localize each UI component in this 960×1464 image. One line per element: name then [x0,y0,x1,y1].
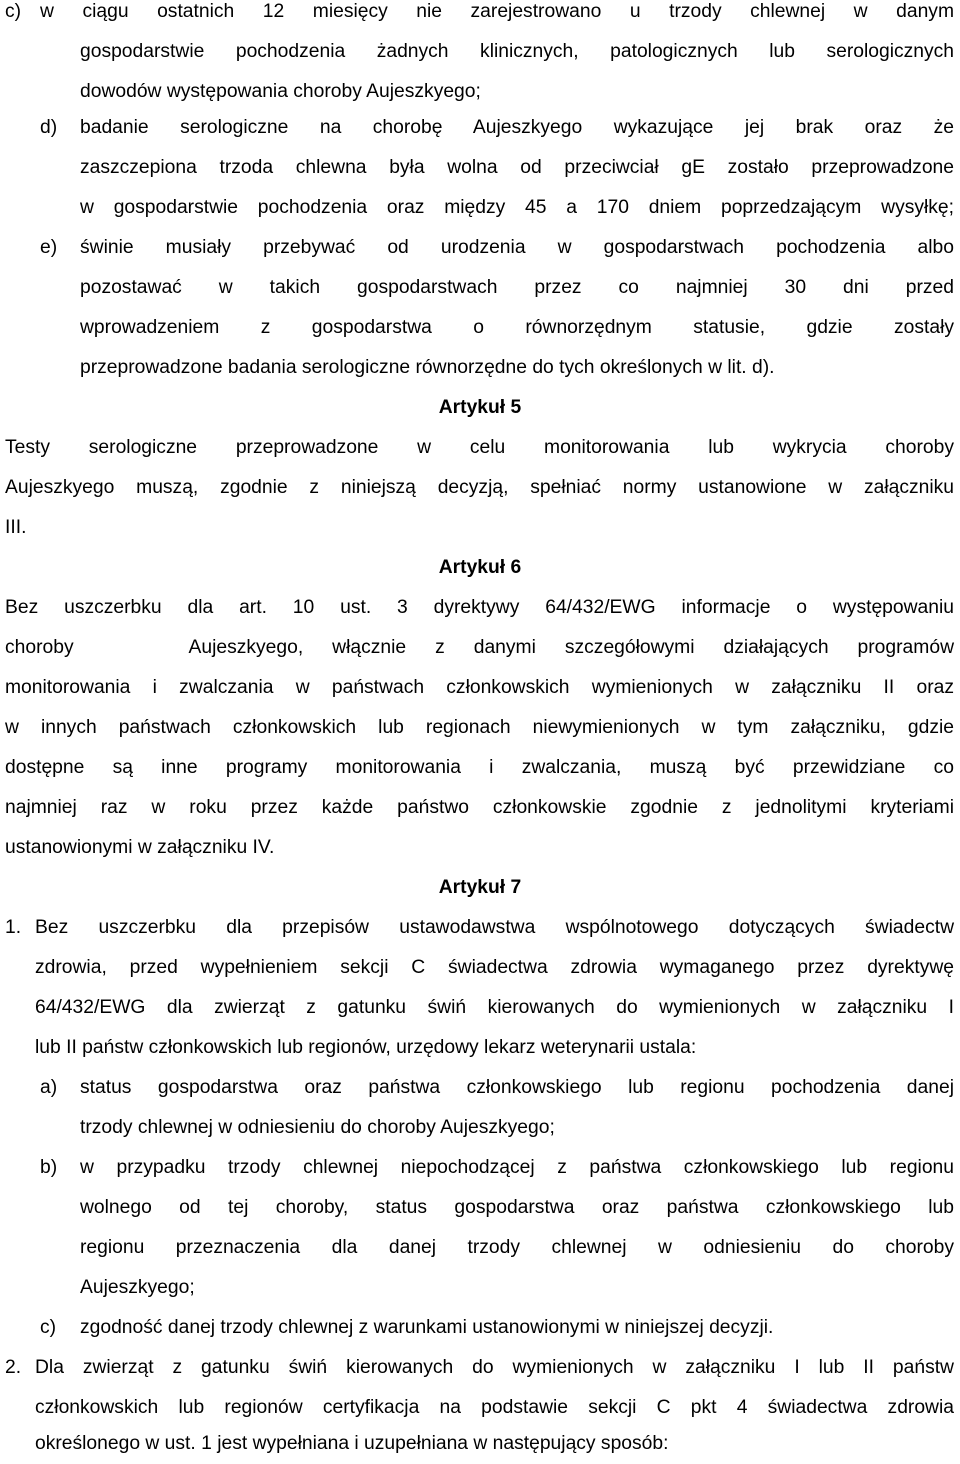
item-b-line: w przypadku trzody chlewnej niepochodzącej z państwa członkowskiego lub regionu [80,1157,954,1178]
item-a-label: a) [40,1077,58,1098]
article-7-heading: Artykuł 7 [438,877,522,898]
paragraph-1-line: Bez uszczerbku dla przepisów ustawodawstwa wspólnotowego dotyczących świadectw [35,917,954,938]
item-b-line: wolnego od tej choroby, status gospodarstwa oraz państwa członkowskiego lub [80,1197,954,1218]
article-6-line: choroby Aujeszkyego, włącznie z danymi szczegółowymi działających programów [5,637,954,658]
article-6-line: najmniej raz w roku przez każde państwo członkowskie zgodnie z jednolitymi kryteriami [5,797,954,818]
article-6-line: monitorowania i zwalczania w państwach członkowskich wymienionych w załączniku II oraz [5,677,954,698]
item-c-line: w ciągu ostatnich 12 miesięcy nie zarejestrowano u trzody chlewnej w danym [40,1,954,22]
item-e-line: świnie musiały przebywać od urodzenia w gospodarstwach pochodzenia albo [80,237,954,258]
article-5-line: III. [5,517,27,538]
item-e-line: wprowadzeniem z gospodarstwa o równorzędnym statusie, gdzie zostały [80,317,954,338]
item-c-line: gospodarstwie pochodzenia żadnych klinicznych, patologicznych lub serologicznych [80,41,954,62]
paragraph-2-label: 2. [5,1357,22,1378]
article-5-line: Testy serologiczne przeprowadzone w celu monitorowania lub wykrycia choroby [5,437,954,458]
item-b-line: Aujeszkyego; [80,1277,195,1298]
paragraph-2-line: określonego w ust. 1 jest wypełniana i uzupełniana w następujący sposób: [35,1433,669,1454]
article-6-line: w innych państwach członkowskich lub regionach niewymienionych w tym załączniku, gdzie [5,717,954,738]
paragraph-1-line: lub II państw członkowskich lub regionów, urzędowy lekarz weterynarii ustala: [35,1037,697,1058]
article-6-line: ustanowionymi w załączniku IV. [5,837,275,858]
item-e-line: pozostawać w takich gospodarstwach przez co najmniej 30 dni przed [80,277,954,298]
paragraph-1-line: 64/432/EWG dla zwierząt z gatunku świń kierowanych do wymienionych w załączniku I [35,997,954,1018]
item-c2-label: c) [40,1317,57,1338]
item-d-line: zaszczepiona trzoda chlewna była wolna od przeciwciał gE zostało przeprowadzone [80,157,954,178]
item-e-label: e) [40,237,58,258]
article-6-line: dostępne są inne programy monitorowania i zwalczania, muszą być przewidziane co [5,757,954,778]
paragraph-2-line: Dla zwierząt z gatunku świń kierowanych do wymienionych w załączniku I lub II państw [35,1357,954,1378]
item-c-line: dowodów występowania choroby Aujeszkyego; [80,81,481,102]
item-d-label: d) [40,117,58,138]
paragraph-2-line: członkowskich lub regionów certyfikacja na podstawie sekcji C pkt 4 świadectwa zdrowia [35,1397,954,1418]
item-b-label: b) [40,1157,58,1178]
item-b-line: regionu przeznaczenia dla danej trzody chlewnej w odniesieniu do choroby [80,1237,954,1258]
article-6-heading: Artykuł 6 [438,557,522,578]
item-d-line: w gospodarstwie pochodzenia oraz między 45 a 170 dniem poprzedzającym wysyłkę; [80,197,954,218]
item-d-line: badanie serologiczne na chorobę Aujeszkyego wykazujące jej brak oraz że [80,117,954,138]
article-5-line: Aujeszkyego muszą, zgodnie z niniejszą decyzją, spełniać normy ustanowione w załączniku [5,477,954,498]
item-c-label: c) [5,1,22,22]
article-6-line: Bez uszczerbku dla art. 10 ust. 3 dyrektywy 64/432/EWG informacje o występowaniu [5,597,954,618]
paragraph-1-label: 1. [5,917,22,938]
item-e-line: przeprowadzone badania serologiczne równorzędne do tych określonych w lit. d). [80,357,775,378]
article-5-heading: Artykuł 5 [438,397,522,418]
item-a-line: status gospodarstwa oraz państwa członkowskiego lub regionu pochodzenia danej [80,1077,954,1098]
paragraph-1-line: zdrowia, przed wypełnieniem sekcji C świadectwa zdrowia wymaganego przez dyrektywę [35,957,954,978]
item-a-line: trzody chlewnej w odniesieniu do choroby Aujeszkyego; [80,1117,555,1138]
item-c2-line: zgodność danej trzody chlewnej z warunkami ustanowionymi w niniejszej decyzji. [80,1317,774,1338]
